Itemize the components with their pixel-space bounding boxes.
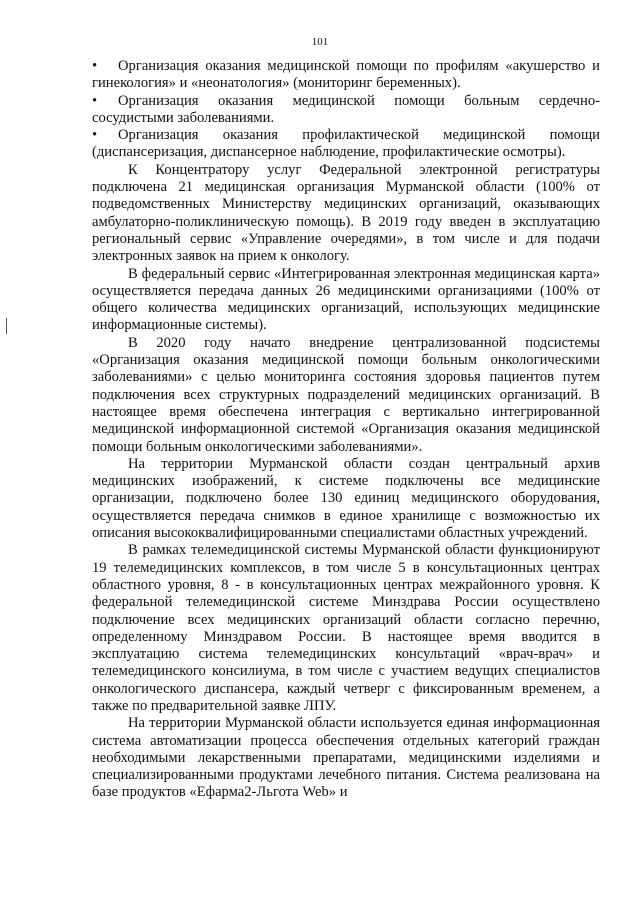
- paragraph-registry: К Концентратору услуг Федеральной электронной регистратуры подключена 21 медицинская организация Мурманской области (100% от подведомственных Министерству медицинских организаций, оказывающих амбулаторно-поликлиническую помощь). В 2019 году введен в эксплуатацию региональный сервис «Управление очередями», в том числе и для подачи электронных заявок на прием к онкологу.: [92, 161, 600, 265]
- page-body: [92, 58, 600, 802]
- bullet-icon: •: [92, 127, 98, 144]
- page-number: 101: [311, 36, 329, 48]
- bullet-text: Организация оказания медицинской помощи по профилям «акушерство и гинекология» и «неонатология» (мониторинг беременных).: [92, 58, 600, 92]
- bullet-text: Организация оказания медицинской помощи больным сердечно-сосудистыми заболеваниями.: [92, 92, 600, 126]
- bullet-item: [92, 127, 600, 162]
- bullet-text: Организация оказания профилактической медицинской помощи (диспансеризация, диспансерное наблюдение, профилактические осмотры).: [92, 127, 600, 161]
- paragraph-telemedicine: В рамках телемедицинской системы Мурманской области функционируют 19 телемедицинских комплексов, в том числе 5 в консультационных центрах областного уровня, 8 - в консультационных центрах межрайонного уровня. К федеральной телемедицинской системе Минздрава России осуществлено подключение всех медицинских организаций области согласно перечню, определенному Минздравом России. В настоящее время вводится в эксплуатацию система телемедицинских консультаций «врач-врач» и телемедицинского консилиума, в том числе с участием ведущих специалистов онкологического диспансера, каждый четверг с фиксированным временем, а также по предварительной заявке ЛПУ.: [92, 542, 600, 714]
- bullet-icon: •: [92, 58, 98, 74]
- paragraph-image-archive: На территории Мурманской области создан центральный архив медицинских изображений, к системе подключены все медицинские организации, подключено более 130 единиц медицинского оборудования, осуществляется передача снимков в единое хранилище с возможностью их описания высококвалифицированными специалистами областных учреждений.: [92, 455, 600, 542]
- margin-mark: [6, 318, 7, 334]
- bullet-icon: •: [92, 92, 98, 109]
- paragraph-oncology: В 2020 году начато внедрение централизованной подсистемы «Организация оказания медицинской помощи больным онкологическими заболеваниями» с целью мониторинга состояния здоровья пациентов путем подключения всех структурных подразделений медицинских организаций. В настоящее время обеспечена интеграция с вертикально интегрированной медицинской информационной системой «Организация оказания медицинской помощи больным онкологическими заболеваниями».: [92, 334, 600, 455]
- bullet-item: [92, 58, 600, 93]
- paragraph-emr: В федеральный сервис «Интегрированная электронная медицинская карта» осуществляется передача данных 26 медицинскими организациями (100% от общего количества медицинских организаций, использующих медицинские информационные системы).: [92, 265, 600, 334]
- paragraph-drug-provision: На территории Мурманской области используется единая информационная система автоматизации процесса обеспечения отдельных категорий граждан необходимыми лекарственными препаратами, медицинскими изделиями и специализированными продуктами лечебного питания. Система реализована на базе продуктов «Ефарма2-Льгота Web» и: [92, 715, 600, 801]
- bullet-item: [92, 93, 600, 128]
